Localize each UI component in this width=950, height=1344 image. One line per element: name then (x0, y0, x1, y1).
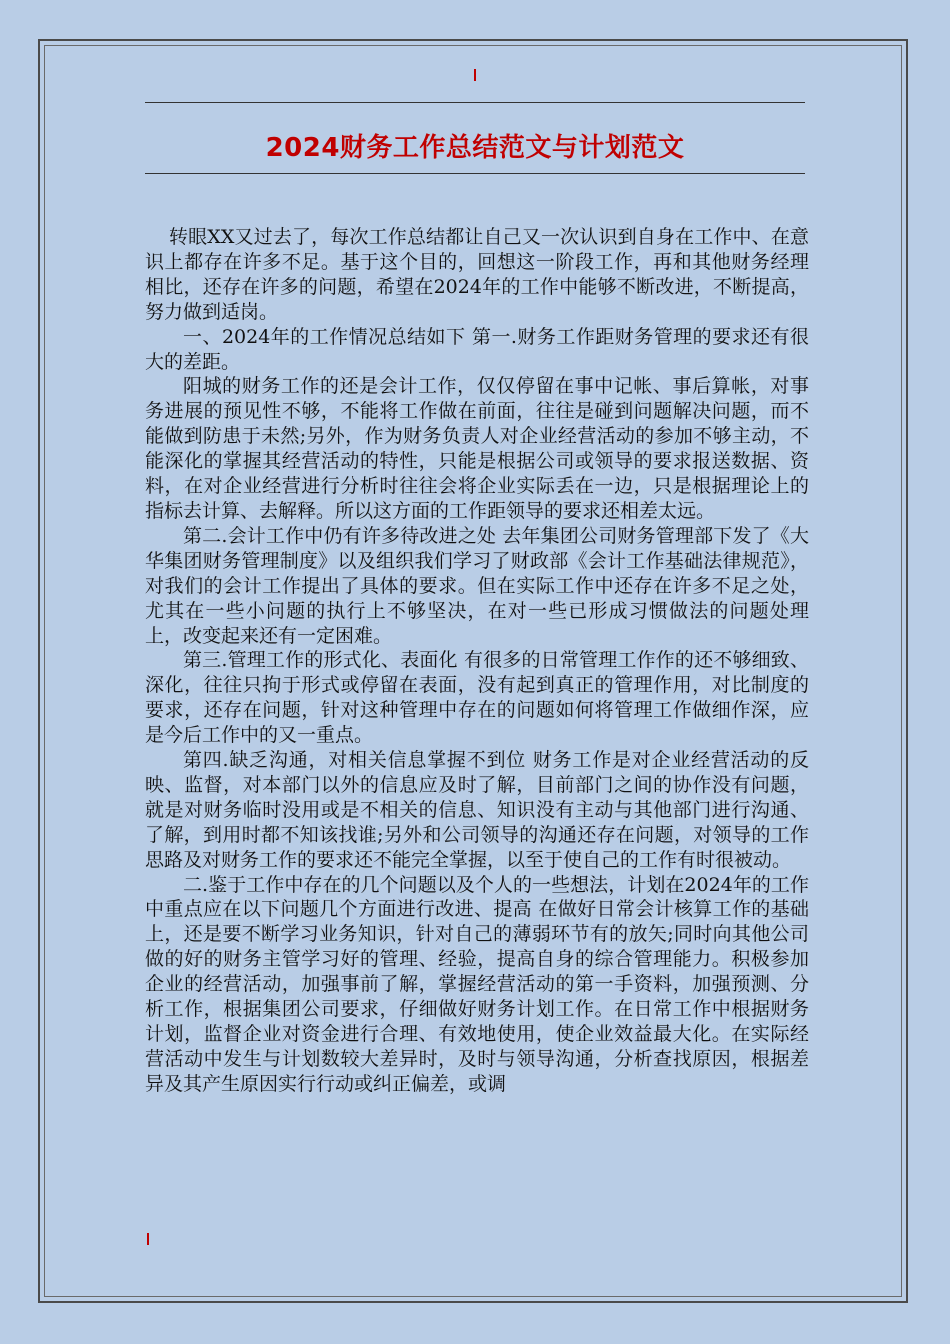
title-rule-bottom (145, 173, 805, 174)
paragraph-section-one-heading: 一、2024年的工作情况总结如下 第一.财务工作距财务管理的要求还有很大的差距。 (145, 325, 809, 373)
paragraph-section-two-plan: 二.鉴于工作中存在的几个问题以及个人的一些想法，计划在2024年的工作中重点应在以下问题几个方面进行改进、提高 在做好日常会计核算工作的基础上，还是要不断学习业务知识，针对自己的薄弱环节有的放矢;同时向其他公司做的好的财务主管学习好的管理、经验，提高自身的综合管理能力。积极参加企业的经营活动，加强事前了解，掌握经营活动的第一手资料，加强预测、分析工作，根据集团公司要求，仔细做好财务计划工作。在日常工作中根据财务计划，监督企业对资金进行合理、有效地使用，使企业效益最大化。在实际经营活动中发生与计划数较大差异时，及时与领导沟通，分析查找原因，根据差异及其产生原因实行行动或纠正偏差，或调 (145, 873, 809, 1095)
paragraph-finance-work: 阳城的财务工作的还是会计工作，仅仅停留在事中记帐、事后算帐，对事务进展的预见性不够，不能将工作做在前面，往往是碰到问题解决问题，而不能做到防患于未然;另外，作为财务负责人对企业经营活动的参加不够主动，不能深化的掌握其经营活动的特性，只能是根据公司或领导的要求报送数据、资料，在对企业经营进行分析时往往会将企业实际丢在一边，只是根据理论上的指标去计算、去解释。所以这方面的工作距领导的要求还相差太远。 (145, 375, 809, 522)
title-rule-top (145, 102, 805, 103)
document-title: 2024财务工作总结范文与计划范文 (265, 133, 685, 163)
paragraph-point-three: 第三.管理工作的形式化、表面化 有很多的日常管理工作作的还不够细致、深化，往往只拘于形式或停留在表面，没有起到真正的管理作用，对比制度的要求，还存在问题，针对这种管理中存在的问题如何将管理工作做细作深，应是今后工作中的又一重点。 (145, 649, 809, 747)
paragraph-point-two: 第二.会计工作中仍有许多待改进之处 去年集团公司财务管理部下发了《大华集团财务管理制度》以及组织我们学习了财政部《会计工作基础法律规范》，对我们的会计工作提出了具体的要求。但在实际工作中还存在许多不足之处，尤其在一些小问题的执行上不够坚决，在对一些已形成习惯做法的问题处理上，改变起来还有一定困难。 (145, 524, 809, 647)
paragraph-point-four: 第四.缺乏沟通，对相关信息掌握不到位 财务工作是对企业经营活动的反映、监督，对本部门以外的信息应及时了解，目前部门之间的协作没有问题，就是对财务临时没用或是不相关的信息、知识没有主动与其他部门进行沟通、了解，到用时都不知该找谁;另外和公司领导的沟通还存在问题，对领导的工作思路及对财务工作的要求还不能完全掌握，以至于使自己的工作有时很被动。 (145, 749, 809, 871)
top-margin-mark (474, 69, 476, 81)
bottom-margin-mark (147, 1233, 149, 1245)
paragraph-intro: 转眼XX又过去了，每次工作总结都让自己又一次认识到自身在工作中、在意识上都存在许多不足。基于这个目的，回想这一阶段工作，再和其他财务经理相比，还存在许多的问题，希望在2024年的工作中能够不断改进，不断提高，努力做到适岗。 (145, 226, 809, 323)
document-body (145, 225, 809, 1097)
